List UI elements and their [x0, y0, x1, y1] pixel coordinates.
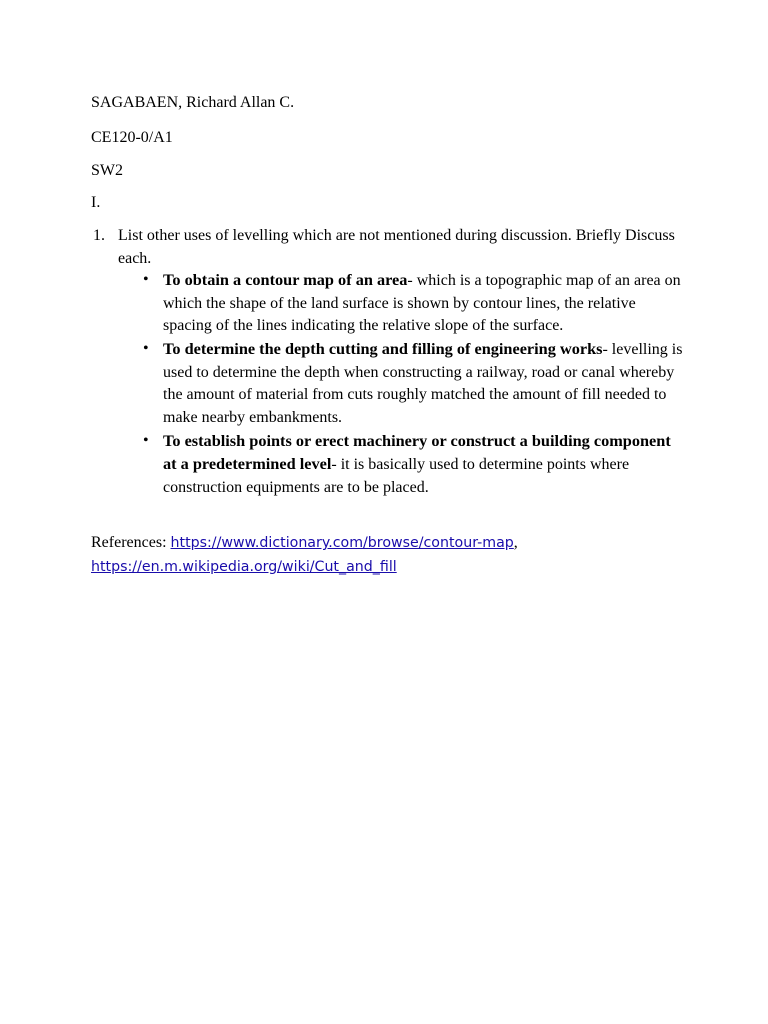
student-name: SAGABAEN, Richard Allan C. — [91, 94, 295, 111]
reference-link-wikipedia[interactable]: https://en.m.wikipedia.org/wiki/Cut_and_fill — [91, 559, 397, 575]
answer-item — [140, 430, 685, 500]
answer-detail: - levelling is used to determine the depth when constructing a railway, road or canal whereby the amount of material from cuts roughly matched the amount of fill needed to make nearby embankments. — [163, 341, 683, 426]
answer-term: To obtain a contour map of an area — [163, 270, 408, 289]
section-numeral: I. — [91, 194, 101, 211]
reference-link-dictionary[interactable]: https://www.dictionary.com/browse/contour-map — [170, 535, 514, 551]
assignment-label: SW2 — [91, 162, 123, 179]
answer-detail: - it is basically used to determine points where construction equipments are to be placed. — [163, 456, 630, 496]
bullet-icon: • — [143, 431, 149, 449]
question-item — [93, 225, 683, 270]
answer-term: To establish points or erect machinery or construct a building component at a predetermined level — [163, 430, 671, 473]
answer-detail: - which is a topographic map of an area on which the shape of the land surface is shown by contour lines, the relative spacing of the lines indicating the relative slope of the surface. — [163, 272, 681, 334]
references — [91, 531, 691, 579]
bullet-icon: • — [143, 271, 149, 288]
answer-item — [140, 338, 685, 429]
course-code: CE120-0/A1 — [91, 129, 173, 146]
references-label: References: — [91, 534, 171, 551]
question-text: List other uses of levelling which are not mentioned during discussion. Briefly Discuss each. — [118, 227, 675, 267]
answer-term: To determine the depth cutting and filling of engineering works — [163, 339, 603, 358]
references-separator: , — [513, 534, 518, 551]
question-number: 1. — [93, 227, 105, 244]
answer-item — [140, 269, 685, 338]
bullet-icon: • — [143, 340, 149, 357]
answer-list — [140, 269, 685, 499]
